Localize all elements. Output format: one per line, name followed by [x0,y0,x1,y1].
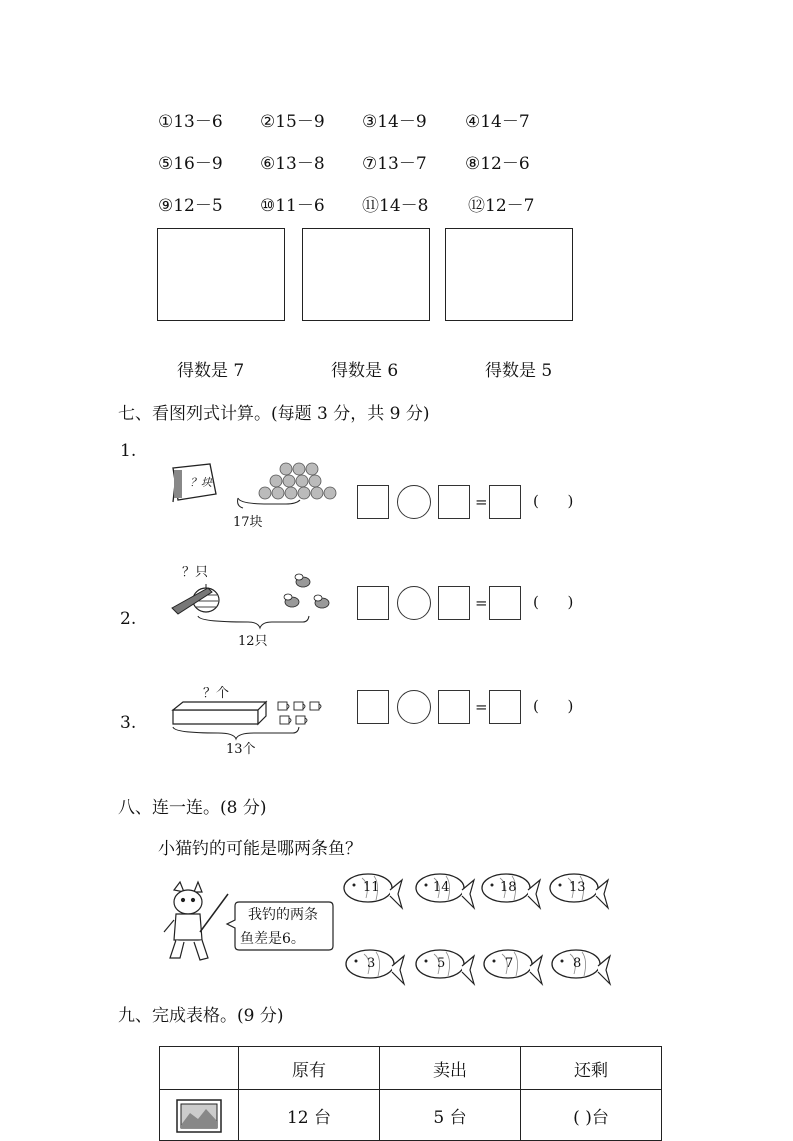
problem-3-equals: = [475,698,488,716]
cat-icon [164,882,208,960]
problem-3-number: 3. [120,713,137,733]
inventory-table [159,1046,662,1141]
section8-question: 小猫钓的可能是哪两条鱼？ [158,839,362,859]
problem-2-illustration [168,566,343,634]
problem-1-operator-circle[interactable] [397,485,431,519]
box-label-7: 得数是 7 [177,361,245,381]
header-remaining: 还剩 [521,1047,662,1090]
section7-heading: 七、看图列式计算。(每题 3 分，共 9 分) [118,404,430,424]
problem-3-unit-paren[interactable]: ( ) [533,697,574,715]
expr-3: ③14－9 [362,112,427,132]
box-label-6: 得数是 6 [331,361,399,381]
problem-2-equals: = [475,594,488,612]
fish-bottom-number-1: 3 [367,956,376,971]
problem-1-box-a[interactable] [357,485,389,519]
problem-1-box-result[interactable] [489,485,521,519]
problem-2-box-b[interactable] [438,586,470,620]
problem-1-equals: = [475,493,488,511]
expr-8: ⑧12－6 [465,154,530,174]
speech-text-line1: 我钓的两条 [248,907,318,923]
sold-value: 5 台 [380,1090,521,1141]
expr-4: ④14－7 [465,112,530,132]
remaining-value[interactable]: ( )台 [521,1090,662,1141]
fishing-rod-icon [200,894,228,932]
problem-2-number: 2. [120,609,137,629]
fish-top-number-3: 18 [500,880,517,895]
answer-box-6[interactable] [302,228,430,321]
cup-box-icon [173,702,266,724]
problem-1-sign-text: ？块 [190,476,212,489]
fish-top-number-4: 13 [569,880,586,895]
table-row [160,1090,662,1141]
bee-icon [284,574,329,608]
answer-box-5[interactable] [445,228,573,321]
problem-2-question: ？只 [182,565,209,580]
expr-10: ⑩11－6 [260,196,325,216]
beehive-icon [172,584,219,614]
problem-3-box-result[interactable] [489,690,521,724]
problem-2-box-result[interactable] [489,586,521,620]
problem-3-box-b[interactable] [438,690,470,724]
answer-box-7[interactable] [157,228,285,321]
fish-top-number-2: 14 [433,880,450,895]
problem-3-question: ？个 [203,686,230,701]
expr-5: ⑤16－9 [158,154,223,174]
problem-3-brace-label: 13个 [226,742,256,757]
expr-9: ⑨12－5 [158,196,223,216]
section8-heading: 八、连一连。(8 分) [118,798,267,818]
expr-11: ⑪14－8 [362,196,429,216]
problem-1-brace-label: 17块 [233,515,263,530]
problem-1-box-b[interactable] [438,485,470,519]
problem-2-box-a[interactable] [357,586,389,620]
problem-1-unit-paren[interactable]: ( ) [533,492,574,510]
cookie-pile-icon [259,463,336,499]
expr-2: ②15－9 [260,112,325,132]
original-value: 12 台 [239,1090,380,1141]
box-label-5: 得数是 5 [485,361,553,381]
expr-6: ⑥13－8 [260,154,325,174]
fish-bottom-number-2: 5 [437,956,446,971]
problem-2-brace-label: 12只 [238,634,268,649]
table-header-row [160,1047,662,1090]
fish-bottom-number-4: 8 [573,956,582,971]
section9-heading: 九、完成表格。(9 分) [118,1006,284,1026]
problem-3-operator-circle[interactable] [397,690,431,724]
tv-image-cell [160,1090,239,1141]
problem-2-operator-circle[interactable] [397,586,431,620]
expr-1: ①13－6 [158,112,223,132]
header-original: 原有 [239,1047,380,1090]
expr-7: ⑦13－7 [362,154,427,174]
table-corner-cell [160,1047,239,1090]
header-sold: 卖出 [380,1047,521,1090]
problem-1-number: 1. [120,441,137,461]
problem-2-unit-paren[interactable]: ( ) [533,593,574,611]
speech-text-line2: 鱼差是6。 [240,931,305,947]
expr-12: ⑫12－7 [468,196,535,216]
cup-icon [278,702,321,724]
tv-icon [176,1099,222,1133]
fish-bottom-number-3: 7 [505,956,514,971]
fish-top-number-1: 11 [363,880,380,895]
problem-3-box-a[interactable] [357,690,389,724]
